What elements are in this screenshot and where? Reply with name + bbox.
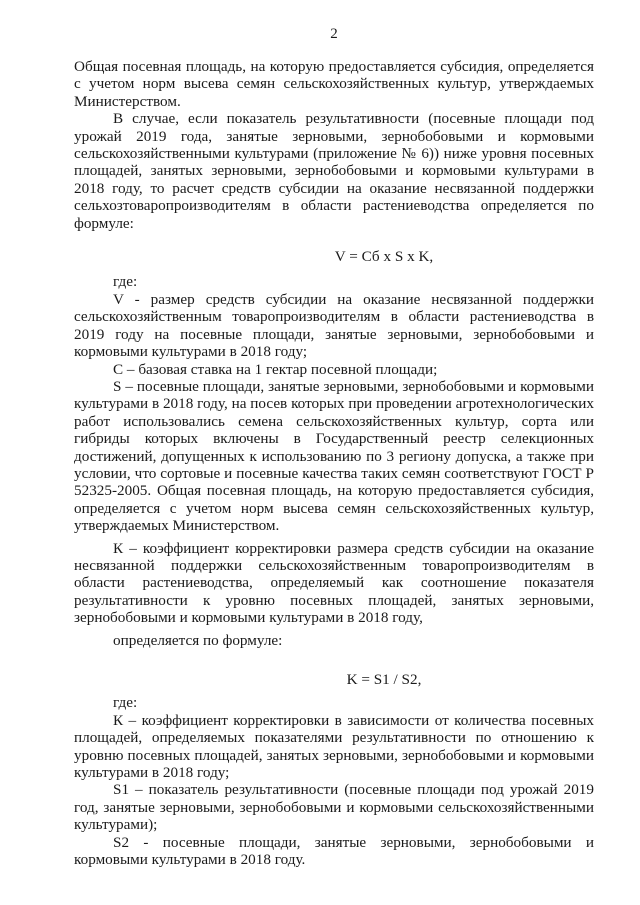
document-body <box>74 58 594 868</box>
where-label-2: где: <box>113 694 138 712</box>
definition-s2: S2 - посевные площади, занятые зерновыми, зернобобовыми и кормовыми культурами в 2018 году. <box>74 833 594 869</box>
determined-by-formula: определяется по формуле: <box>113 631 283 649</box>
definition-s1: S1 – показатель результативности (посевные площади под урожай 2019 год, занятые зерновыми, зернобобовыми и кормовыми сельскохозяйственными культурами); <box>74 781 594 834</box>
paragraph-total-area: Общая посевная площадь, на которую предоставляется субсидия, определяется с учетом норм высева семян сельскохозяйственных культур, утверждаемых Министерством. <box>74 58 594 110</box>
formula-v: V = Сб x S x K, <box>334 248 434 266</box>
page-number: 2 <box>330 26 338 42</box>
paragraph-condition: В случае, если показатель результативности (посевные площади под урожай 2019 года, занятые зерновыми, зернобобовыми и кормовыми сельскохозяйственными культурами (приложение № 6)) ниже уровня посевных площадей, занятых зерновыми, зернобобовыми и кормовыми культурами в 2018 году, то расчет средств субсидии на оказание несвязанной поддержки сельхозтоваропроизводителям в области растениеводства определяется по формуле: <box>74 110 594 232</box>
definition-k: К – коэффициент корректировки размера средств субсидии на оказание несвязанной поддержки сельскохозяйственным товаропроизводителям в области растениеводства, определяемый как соотношение показателя результативности к уровню посевных площадей, занятых зерновыми, зернобобовыми и кормовыми культурами в 2018 году, <box>74 539 594 627</box>
definition-s: S – посевные площади, занятые зерновыми, зернобобовыми и кормовыми культурами в 2018 году, на посев которых при проведении агротехнологических работ использовались семена сельскохозяйственных культур, сорта или гибриды которых включены в Государственный реестр селекционных достижений, допущенных к использованию по 3 региону допуска, а также при условии, что сортовые и посевные качества таких семян соответствуют ГОСТ Р 52325-2005. Общая посевная площадь, на которую предоставляется субсидия, определяется с учетом норм высева семян сельскохозяйственных культур, утверждаемых Министерством. <box>74 377 594 535</box>
definition-c: С – базовая ставка на 1 гектар посевной площади; <box>113 360 438 378</box>
definition-v: V - размер средств субсидии на оказание несвязанной поддержки сельскохозяйственным товаропроизводителям в области растениеводства в 2019 году на посевные площади, занятые зерновыми, зернобобовыми и кормовыми культурами в 2018 году; <box>74 290 594 361</box>
formula-k: K = S1 / S2, <box>346 671 422 688</box>
definition-k2: К – коэффициент корректировки в зависимости от количества посевных площадей, определяемых показателями результативности по отношению к уровню посевных площадей, занятых зерновыми, зернобобовыми и кормовыми культурами в 2018 году; <box>74 711 594 782</box>
where-label-1: где: <box>113 273 138 291</box>
